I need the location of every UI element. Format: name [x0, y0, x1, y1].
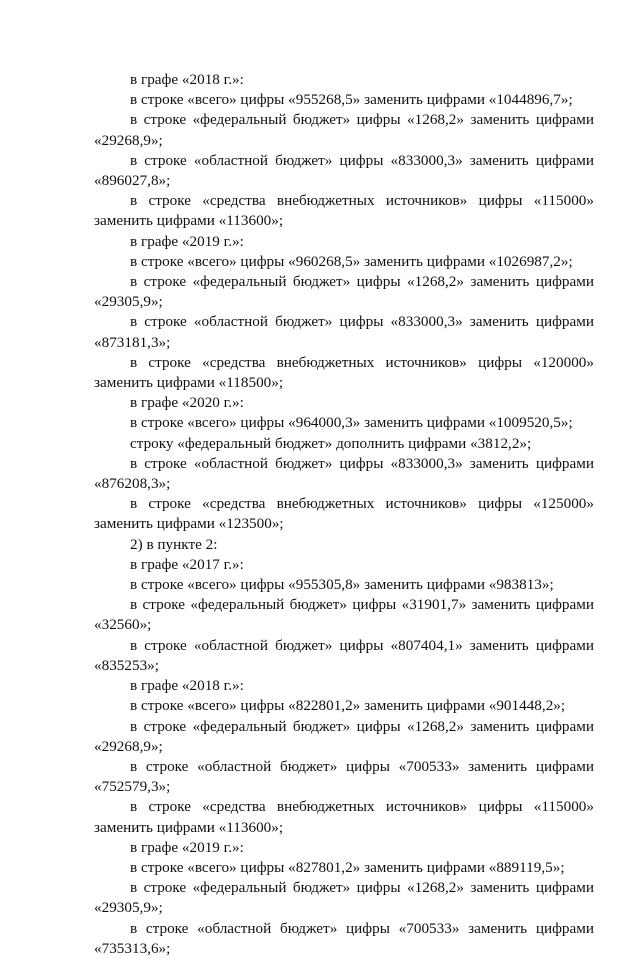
paragraph-2020-total: в строке «всего» цифры «964000,3» заменить цифрами «1009520,5»;: [130, 414, 573, 432]
paragraph-item-2: 2) в пункте 2:: [130, 535, 218, 553]
paragraph-p2-graph-2018-header: в графе «2018 г.»:: [130, 677, 244, 695]
paragraph-2020-extrabudgetary: в строке «средства внебюджетных источников» цифры «125000» заменить цифрами «123500»;: [94, 495, 594, 533]
paragraph-p2-2018-total: в строке «всего» цифры «822801,2» заменить цифрами «901448,2»;: [130, 697, 566, 715]
paragraph-p2-graph-2017-header: в графе «2017 г.»:: [130, 555, 244, 573]
paragraph-p2-2019-regional: в строке «областной бюджет» цифры «700533» заменить цифрами «735313,6»;: [94, 919, 594, 957]
paragraph-p2-2019-total: в строке «всего» цифры «827801,2» заменить цифрами «889119,5»;: [130, 858, 565, 876]
paragraph-2019-federal: в строке «федеральный бюджет» цифры «1268,2» заменить цифрами «29305,9»;: [94, 273, 594, 311]
paragraph-2018-federal: в строке «федеральный бюджет» цифры «1268,2» заменить цифрами «29268,9»;: [94, 111, 594, 149]
paragraph-2020-regional: в строке «областной бюджет» цифры «833000,3» заменить цифрами «876208,3»;: [94, 454, 594, 493]
paragraph-p2-graph-2019-header: в графе «2019 г.»:: [130, 838, 244, 856]
paragraph-2019-regional: в строке «областной бюджет» цифры «833000,3» заменить цифрами «873181,3»;: [94, 313, 594, 351]
paragraph-graph-2018-header: в графе «2018 г.»:: [130, 71, 244, 88]
paragraph-p2-2019-federal: в строке «федеральный бюджет» цифры «1268,2» заменить цифрами «29305,9»;: [94, 879, 594, 917]
paragraph-2018-regional: в строке «областной бюджет» цифры «833000,3» заменить цифрами «896027,8»;: [94, 151, 594, 190]
paragraph-p2-2018-federal: в строке «федеральный бюджет» цифры «1268,2» заменить цифрами «29268,9»;: [94, 717, 594, 755]
paragraph-2019-total: в строке «всего» цифры «960268,5» заменить цифрами «1026987,2»;: [130, 252, 573, 270]
paragraph-p2-2018-extrabudgetary: в строке «средства внебюджетных источников» цифры «115000» заменить цифрами «113600»;: [94, 798, 594, 836]
paragraph-graph-2019-header: в графе «2019 г.»:: [130, 232, 244, 250]
paragraph-2019-extrabudgetary: в строке «средства внебюджетных источников» цифры «120000» заменить цифрами «118500»;: [94, 353, 594, 392]
paragraph-p2-2017-regional: в строке «областной бюджет» цифры «807404,1» заменить цифрами «835253»;: [94, 636, 594, 674]
paragraph-2020-federal: строку «федеральный бюджет» дополнить цифрами «3812,2»;: [130, 434, 532, 452]
paragraph-2018-total: в строке «всего» цифры «955268,5» заменить цифрами «1044896,7»;: [130, 91, 573, 109]
paragraph-2018-extrabudgetary: в строке «средства внебюджетных источников» цифры «115000» заменить цифрами «113600»;: [94, 192, 594, 230]
paragraph-graph-2020-header: в графе «2020 г.»:: [130, 394, 244, 412]
paragraph-p2-2017-total: в строке «всего» цифры «955305,8» заменить цифрами «983813»;: [130, 576, 554, 594]
paragraph-p2-2018-regional: в строке «областной бюджет» цифры «700533» заменить цифрами «752579,3»;: [94, 757, 594, 796]
paragraph-p2-2017-federal: в строке «федеральный бюджет» цифры «31901,7» заменить цифрами «32560»;: [94, 596, 594, 634]
document-page: [94, 70, 594, 959]
